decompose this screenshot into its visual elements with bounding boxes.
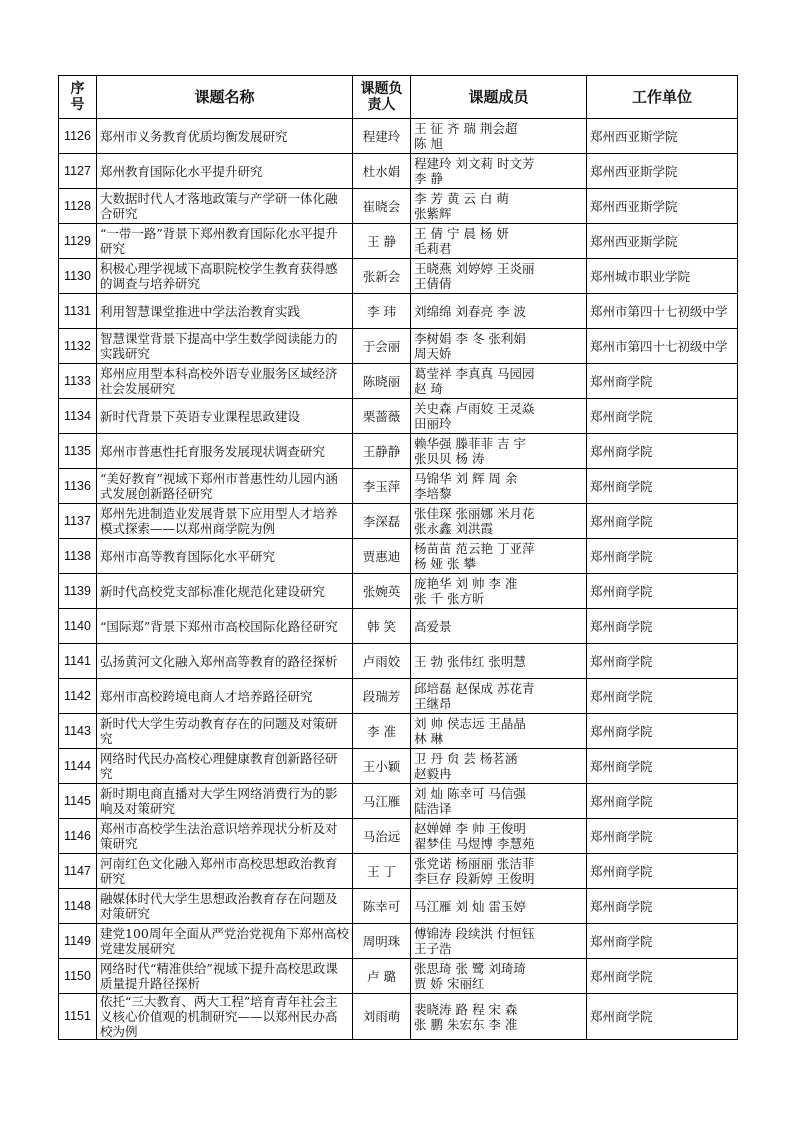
project-title: 建党100周年全面从严党治党视角下郑州高校党建发展研究: [97, 924, 353, 959]
member-line: 邱培磊 赵保成 苏花青: [414, 681, 535, 696]
member-line: 陆浩译: [414, 801, 452, 816]
project-members: [411, 504, 587, 539]
work-unit: 郑州商学院: [587, 399, 738, 434]
row-number: 1145: [59, 784, 97, 819]
work-unit: 郑州商学院: [587, 714, 738, 749]
table-header-row: [59, 76, 738, 119]
work-unit: 郑州市第四十七初级中学: [587, 329, 738, 364]
row-number: 1143: [59, 714, 97, 749]
row-number: 1132: [59, 329, 97, 364]
row-number: 1130: [59, 259, 97, 294]
table-row: [59, 714, 738, 749]
header-lead: 课题负责人: [353, 76, 411, 119]
table-row: [59, 959, 738, 994]
project-members: [411, 434, 587, 469]
member-line: 傅锦涛 段续洪 付恒钰: [414, 926, 535, 941]
project-leader: 刘雨萌: [353, 994, 411, 1040]
project-title: 新时代背景下英语专业课程思政建设: [97, 399, 353, 434]
member-line: 庞艳华 刘 帅 李 准: [414, 576, 518, 591]
member-line: 李巨存 段新婷 王俊明: [414, 871, 535, 886]
row-number: 1133: [59, 364, 97, 399]
project-title: 郑州市义务教育优质均衡发展研究: [97, 119, 353, 154]
project-members: [411, 784, 587, 819]
project-members: [411, 609, 587, 644]
project-leader: 马治远: [353, 819, 411, 854]
table-row: [59, 189, 738, 224]
row-number: 1138: [59, 539, 97, 574]
work-unit: 郑州商学院: [587, 434, 738, 469]
member-line: 陈 旭: [414, 136, 443, 151]
table-row: [59, 644, 738, 679]
project-members: [411, 574, 587, 609]
project-members: [411, 854, 587, 889]
work-unit: 郑州市第四十七初级中学: [587, 294, 738, 329]
table-row: [59, 434, 738, 469]
row-number: 1151: [59, 994, 97, 1040]
project-title: 弘扬黄河文化融入郑州高等教育的路径探析: [97, 644, 353, 679]
member-line: 杨 娅 张 攀: [414, 556, 476, 571]
row-number: 1128: [59, 189, 97, 224]
row-number: 1141: [59, 644, 97, 679]
project-members: [411, 224, 587, 259]
member-line: 李培黎: [414, 486, 452, 501]
project-members: [411, 329, 587, 364]
work-unit: 郑州商学院: [587, 749, 738, 784]
work-unit: 郑州商学院: [587, 889, 738, 924]
row-number: 1126: [59, 119, 97, 154]
project-members: [411, 189, 587, 224]
project-leader: 段瑞芳: [353, 679, 411, 714]
member-line: 翟梦佳 马煜博 李慧苑: [414, 836, 535, 851]
project-leader: 崔晓会: [353, 189, 411, 224]
work-unit: 郑州商学院: [587, 819, 738, 854]
project-leader: 王 丁: [353, 854, 411, 889]
project-members: [411, 749, 587, 784]
project-members: [411, 259, 587, 294]
project-leader: 卢 璐: [353, 959, 411, 994]
member-line: 关史森 卢雨姣 王灵焱: [414, 401, 535, 416]
work-unit: 郑州商学院: [587, 644, 738, 679]
member-line: 李 静: [414, 171, 443, 186]
project-title: 新时代大学生劳动教育存在的问题及对策研究: [97, 714, 353, 749]
project-title: 智慧课堂背景下提高中学生数学阅读能力的实践研究: [97, 329, 353, 364]
table-row: [59, 679, 738, 714]
project-title: 网络时代民办高校心理健康教育创新路径研究: [97, 749, 353, 784]
project-leader: 王 静: [353, 224, 411, 259]
work-unit: 郑州城市职业学院: [587, 259, 738, 294]
table-row: [59, 469, 738, 504]
member-line: 王子浩: [414, 941, 452, 956]
project-title: 网络时代“精准供给”视域下提升高校思政课质量提升路径探析: [97, 959, 353, 994]
project-title: 郑州市高等教育国际化水平研究: [97, 539, 353, 574]
project-members: [411, 469, 587, 504]
project-members: [411, 644, 587, 679]
work-unit: 郑州商学院: [587, 469, 738, 504]
row-number: 1140: [59, 609, 97, 644]
project-title: 郑州市高校跨境电商人才培养路径研究: [97, 679, 353, 714]
project-title: 郑州应用型本科高校外语专业服务区域经济社会发展研究: [97, 364, 353, 399]
project-members: [411, 819, 587, 854]
work-unit: 郑州西亚斯学院: [587, 224, 738, 259]
member-line: 毛莉君: [414, 241, 452, 256]
row-number: 1142: [59, 679, 97, 714]
work-unit: 郑州商学院: [587, 959, 738, 994]
project-members: [411, 539, 587, 574]
work-unit: 郑州商学院: [587, 364, 738, 399]
table-row: [59, 574, 738, 609]
work-unit: 郑州西亚斯学院: [587, 119, 738, 154]
member-line: 刘 灿 陈幸可 马信强: [414, 786, 526, 801]
project-members: [411, 924, 587, 959]
project-leader: 贾惠迪: [353, 539, 411, 574]
table-row: [59, 854, 738, 889]
member-line: 李 芳 黄 云 白 萌: [414, 191, 509, 206]
project-leader: 陈晓丽: [353, 364, 411, 399]
member-line: 李树娟 李 冬 张利娟: [414, 331, 526, 346]
project-members: [411, 889, 587, 924]
table-row: [59, 224, 738, 259]
table-row: [59, 539, 738, 574]
project-leader: 卢雨姣: [353, 644, 411, 679]
member-line: 王晓燕 刘婷婷 王炎丽: [414, 261, 535, 276]
project-leader: 张婉英: [353, 574, 411, 609]
work-unit: 郑州商学院: [587, 784, 738, 819]
table-row: [59, 994, 738, 1040]
member-line: 张 鹏 朱宏东 李 准: [414, 1016, 518, 1032]
project-title: 郑州市高校学生法治意识培养现状分析及对策研究: [97, 819, 353, 854]
member-line: 王 勃 张伟红 张明慧: [414, 653, 526, 669]
member-line: 张 千 张方昕: [414, 591, 485, 606]
row-number: 1135: [59, 434, 97, 469]
project-leader: 李深磊: [353, 504, 411, 539]
table-row: [59, 889, 738, 924]
row-number: 1136: [59, 469, 97, 504]
work-unit: 郑州商学院: [587, 574, 738, 609]
member-line: 王 倩 宁 晨 杨 妍: [414, 226, 509, 241]
member-line: 赵婵婵 李 帅 王俊明: [414, 821, 526, 836]
project-members: [411, 119, 587, 154]
row-number: 1129: [59, 224, 97, 259]
member-line: 张佳琛 张丽娜 米月花: [414, 506, 535, 521]
work-unit: 郑州西亚斯学院: [587, 154, 738, 189]
table-row: [59, 259, 738, 294]
row-number: 1148: [59, 889, 97, 924]
project-title: 河南红色文化融入郑州市高校思想政治教育研究: [97, 854, 353, 889]
project-members: [411, 994, 587, 1040]
member-line: 刘 帅 侯志远 王晶晶: [414, 716, 526, 731]
project-title: “国际郑”背景下郑州市高校国际化路径研究: [97, 609, 353, 644]
row-number: 1127: [59, 154, 97, 189]
project-title: 融媒体时代大学生思想政治教育存在问题及对策研究: [97, 889, 353, 924]
table-row: [59, 329, 738, 364]
member-line: 王 征 齐 瑞 荆会超: [414, 121, 518, 136]
project-leader: 马江雁: [353, 784, 411, 819]
project-leader: 李 准: [353, 714, 411, 749]
table-row: [59, 294, 738, 329]
project-title: “美好教育”视域下郑州市普惠性幼儿园内涵式发展创新路径研究: [97, 469, 353, 504]
project-title: 新时期电商直播对大学生网络消费行为的影响及对策研究: [97, 784, 353, 819]
table-row: [59, 784, 738, 819]
table-row: [59, 154, 738, 189]
member-line: 裴晓涛 路 程 宋 森: [414, 1001, 518, 1017]
table-row: [59, 119, 738, 154]
member-line: 卫 丹 贠 芸 杨茗涵: [414, 751, 518, 766]
member-line: 刘绵绵 刘春亮 李 波: [414, 303, 526, 319]
member-line: 赵毅冉: [414, 766, 452, 781]
table-row: [59, 609, 738, 644]
table-row: [59, 749, 738, 784]
row-number: 1149: [59, 924, 97, 959]
member-line: 田丽玲: [414, 416, 452, 431]
project-leader: 杜水娟: [353, 154, 411, 189]
project-leader: 李 玮: [353, 294, 411, 329]
project-title: 郑州市普惠性托育服务发展现状调查研究: [97, 434, 353, 469]
project-members: [411, 714, 587, 749]
header-members: 课题成员: [411, 76, 587, 119]
member-line: 王倩倩: [414, 276, 452, 291]
project-leader: 程建玲: [353, 119, 411, 154]
work-unit: 郑州商学院: [587, 609, 738, 644]
row-number: 1146: [59, 819, 97, 854]
work-unit: 郑州商学院: [587, 994, 738, 1040]
project-leader: 周明珠: [353, 924, 411, 959]
project-table: [58, 75, 738, 1040]
member-line: 张思琦 张 鹭 刘琦琦: [414, 961, 526, 976]
row-number: 1139: [59, 574, 97, 609]
row-number: 1144: [59, 749, 97, 784]
project-leader: 于会丽: [353, 329, 411, 364]
member-line: 赖华强 滕菲菲 吉 宇: [414, 436, 526, 451]
member-line: 张党诺 杨丽丽 张洁菲: [414, 856, 535, 871]
project-title: “一带一路”背景下郑州教育国际化水平提升研究: [97, 224, 353, 259]
table-row: [59, 399, 738, 434]
row-number: 1147: [59, 854, 97, 889]
project-leader: 韩 笑: [353, 609, 411, 644]
header-title: 课题名称: [97, 76, 353, 119]
row-number: 1131: [59, 294, 97, 329]
member-line: 张永鑫 刘洪霞: [414, 521, 493, 536]
project-title: 利用智慧课堂推进中学法治教育实践: [97, 294, 353, 329]
project-leader: 王静静: [353, 434, 411, 469]
row-number: 1137: [59, 504, 97, 539]
member-line: 高爱景: [414, 618, 452, 634]
project-leader: 张新会: [353, 259, 411, 294]
member-line: 杨苗苗 范云艳 丁亚萍: [414, 541, 535, 556]
member-line: 程建玲 刘文莉 时文芳: [414, 156, 535, 171]
project-members: [411, 364, 587, 399]
header-unit: 工作单位: [587, 76, 738, 119]
project-title: 新时代高校党支部标准化规范化建设研究: [97, 574, 353, 609]
table-row: [59, 924, 738, 959]
table-row: [59, 364, 738, 399]
member-line: 马江雁 刘 灿 雷玉婷: [414, 898, 526, 914]
member-line: 赵 琦: [414, 381, 443, 396]
row-number: 1134: [59, 399, 97, 434]
member-line: 张贝贝 杨 涛: [414, 451, 485, 466]
project-members: [411, 679, 587, 714]
project-leader: 王小颖: [353, 749, 411, 784]
project-members: [411, 959, 587, 994]
member-line: 周天娇: [414, 346, 452, 361]
member-line: 林 琳: [414, 731, 443, 746]
project-title: 依托“三大教育、两大工程”培育青年社会主义核心价值观的机制研究——以郑州民办高校为例: [97, 994, 353, 1040]
project-members: [411, 399, 587, 434]
project-leader: 李玉萍: [353, 469, 411, 504]
work-unit: 郑州商学院: [587, 679, 738, 714]
member-line: 贾 娇 宋丽红: [414, 976, 485, 991]
table-row: [59, 819, 738, 854]
header-no: 序号: [59, 76, 97, 119]
work-unit: 郑州西亚斯学院: [587, 189, 738, 224]
project-title: 郑州先进制造业发展背景下应用型人才培养模式探索——以郑州商学院为例: [97, 504, 353, 539]
table-row: [59, 504, 738, 539]
project-members: [411, 154, 587, 189]
work-unit: 郑州商学院: [587, 504, 738, 539]
project-title: 积极心理学视域下高职院校学生教育获得感的调查与培养研究: [97, 259, 353, 294]
member-line: 葛莹祥 李真真 马园园: [414, 366, 535, 381]
member-line: 张紫辉: [414, 206, 452, 221]
work-unit: 郑州商学院: [587, 854, 738, 889]
project-title: 大数据时代人才落地政策与产学研一体化融合研究: [97, 189, 353, 224]
work-unit: 郑州商学院: [587, 539, 738, 574]
project-leader: 栗蔷薇: [353, 399, 411, 434]
work-unit: 郑州商学院: [587, 924, 738, 959]
project-leader: 陈幸可: [353, 889, 411, 924]
member-line: 马锦华 刘 辉 周 余: [414, 471, 518, 486]
row-number: 1150: [59, 959, 97, 994]
project-members: [411, 294, 587, 329]
member-line: 王继昂: [414, 696, 452, 711]
project-title: 郑州教育国际化水平提升研究: [97, 154, 353, 189]
